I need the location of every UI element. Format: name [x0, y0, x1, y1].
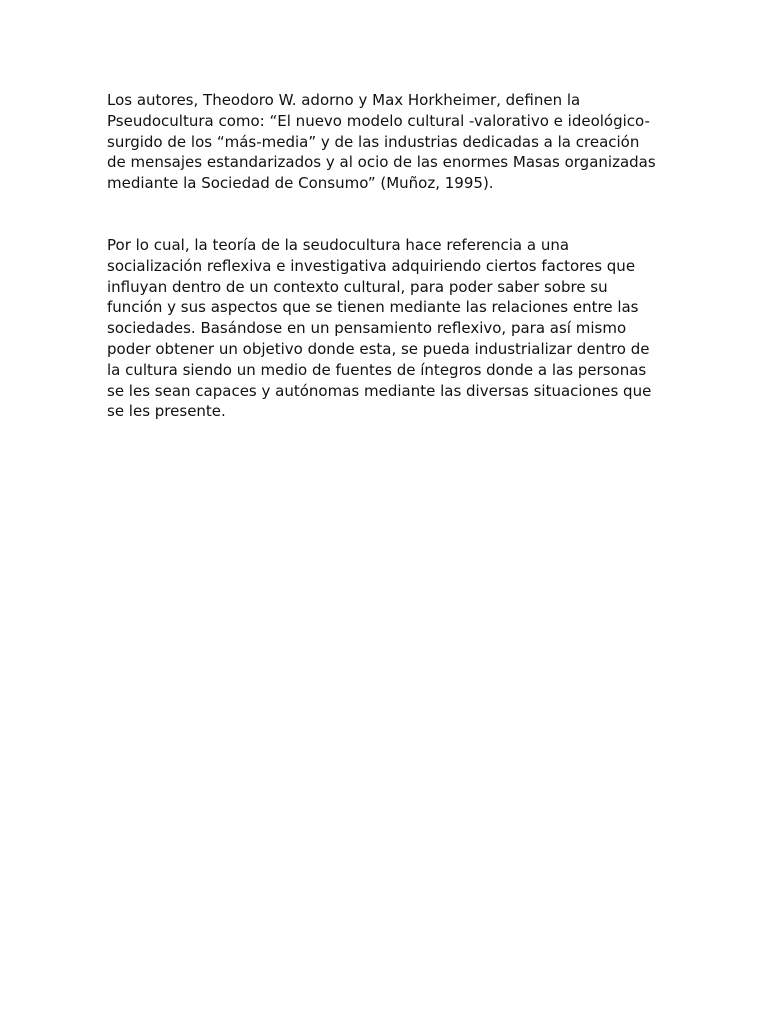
- paragraph-pseudocultura-definition: Los autores, Theodoro W. adorno y Max Horkheimer, definen la Pseudocultura como: “El nuevo modelo cultural -valorativo e ideológico- surgido de los “más-media” y de las industrias dedicadas a la creación de mensajes estandarizados y al ocio de las enormes Masas organizadas mediante la Sociedad de Consumo” (Muñoz, 1995).: [107, 91, 656, 193]
- document-body: [107, 90, 663, 422]
- paragraph-seudocultura-theory: Por lo cual, la teoría de la seudocultura hace referencia a una socialización reflexiva e investigativa adquiriendo ciertos factores que influyan dentro de un contexto cultural, para poder saber sobre su función y sus aspectos que se tienen mediante las relaciones entre las sociedades. Basándose en un pensamiento reflexivo, para así mismo poder obtener un objetivo donde esta, se pueda industrializar dentro de la cultura siendo un medio de fuentes de íntegros donde a las personas se les sean capaces y autónomas mediante las diversas situaciones que se les presente.: [107, 235, 652, 421]
